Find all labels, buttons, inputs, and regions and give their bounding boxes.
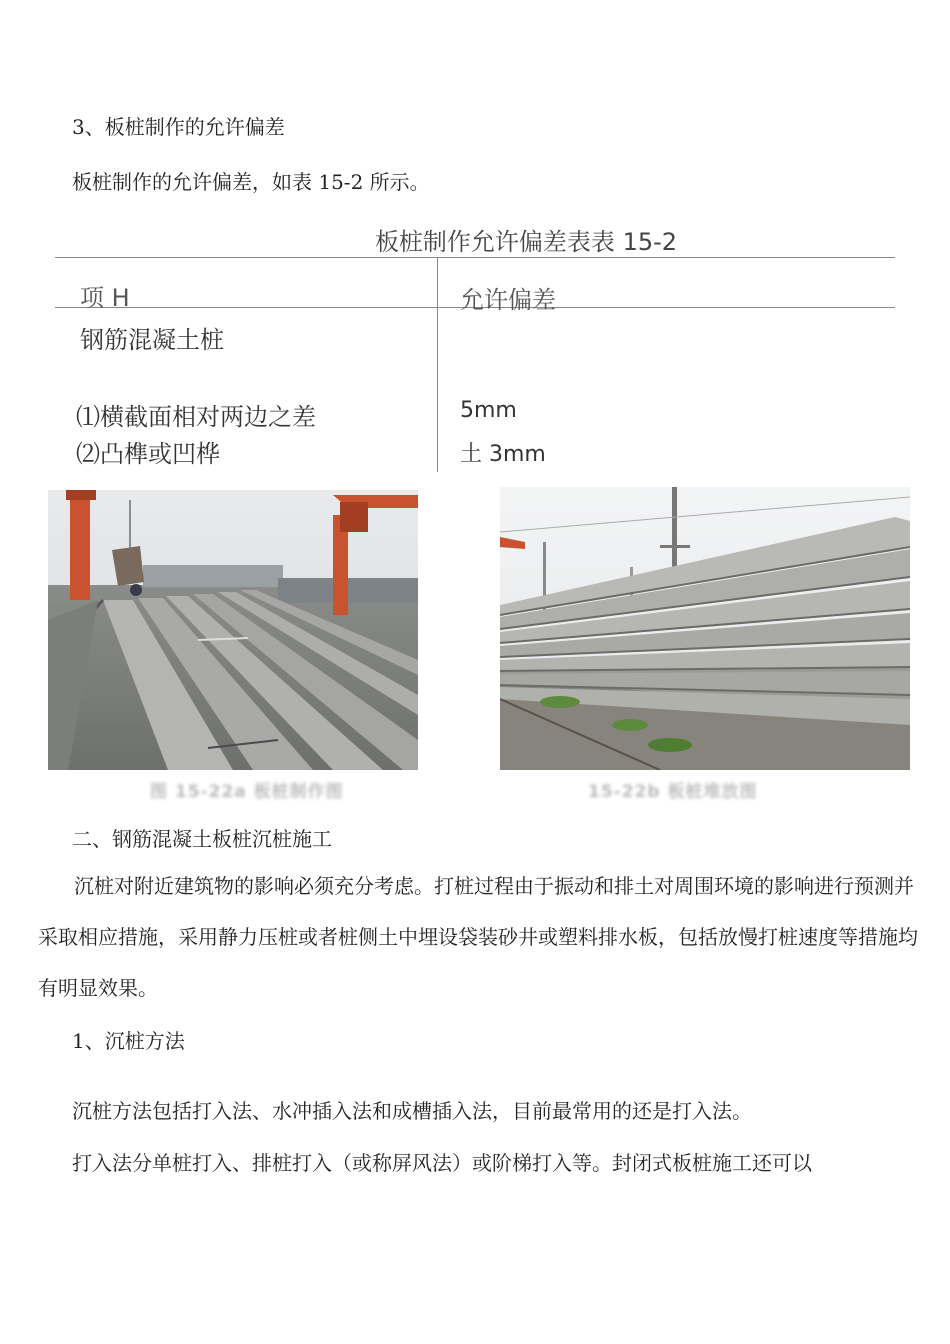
table-title: 板桩制作允许偏差表表 15-2 xyxy=(374,228,678,256)
table-header-tolerance: 允许偏差 xyxy=(460,286,556,314)
pile-stacking-photo xyxy=(500,487,910,770)
table-row-value: 5mm xyxy=(460,398,517,423)
table-top-rule xyxy=(55,257,895,258)
table-column-divider xyxy=(437,257,438,472)
table-category: 钢筋混凝土桩 xyxy=(80,326,224,354)
heading-1: 1、沉桩方法 xyxy=(72,1029,185,1053)
figure-caption: 图 15-22a 板桩制作图 xyxy=(150,782,344,802)
table-header-item: 项 H xyxy=(80,284,130,312)
table-row-value: 土 3mm xyxy=(460,442,546,467)
paragraph-2: 沉桩方法包括打入法、水冲插入法和成槽插入法，目前最常用的还是打入法。 xyxy=(72,1099,752,1123)
table-row-item: ⑵凸榫或凹桦 xyxy=(76,440,220,468)
pile-production-photo xyxy=(48,490,418,770)
paragraph-1: 沉桩对附近建筑物的影响必须充分考虑。打桩过程由于振动和排土对周围环境的影响进行预测并采取相应措施，采用静力压桩或者桩侧土中埋设袋装砂井或塑料排水板，包括放慢打桩速度等措施均有明显效果。 xyxy=(38,874,918,1000)
intro-text: 板桩制作的允许偏差，如表 15-2 所示。 xyxy=(72,170,430,194)
table-row-item: ⑴横截面相对两边之差 xyxy=(76,403,316,431)
section-heading-2: 二、钢筋混凝土板桩沉桩施工 xyxy=(72,827,332,851)
paragraph-3: 打入法分单桩打入、排桩打入（或称屏风法）或阶梯打入等。封闭式板桩施工还可以 xyxy=(72,1151,812,1175)
heading-3: 3、板桩制作的允许偏差 xyxy=(72,115,285,139)
figure-caption: 15-22b 板桩堆放图 xyxy=(588,782,758,802)
